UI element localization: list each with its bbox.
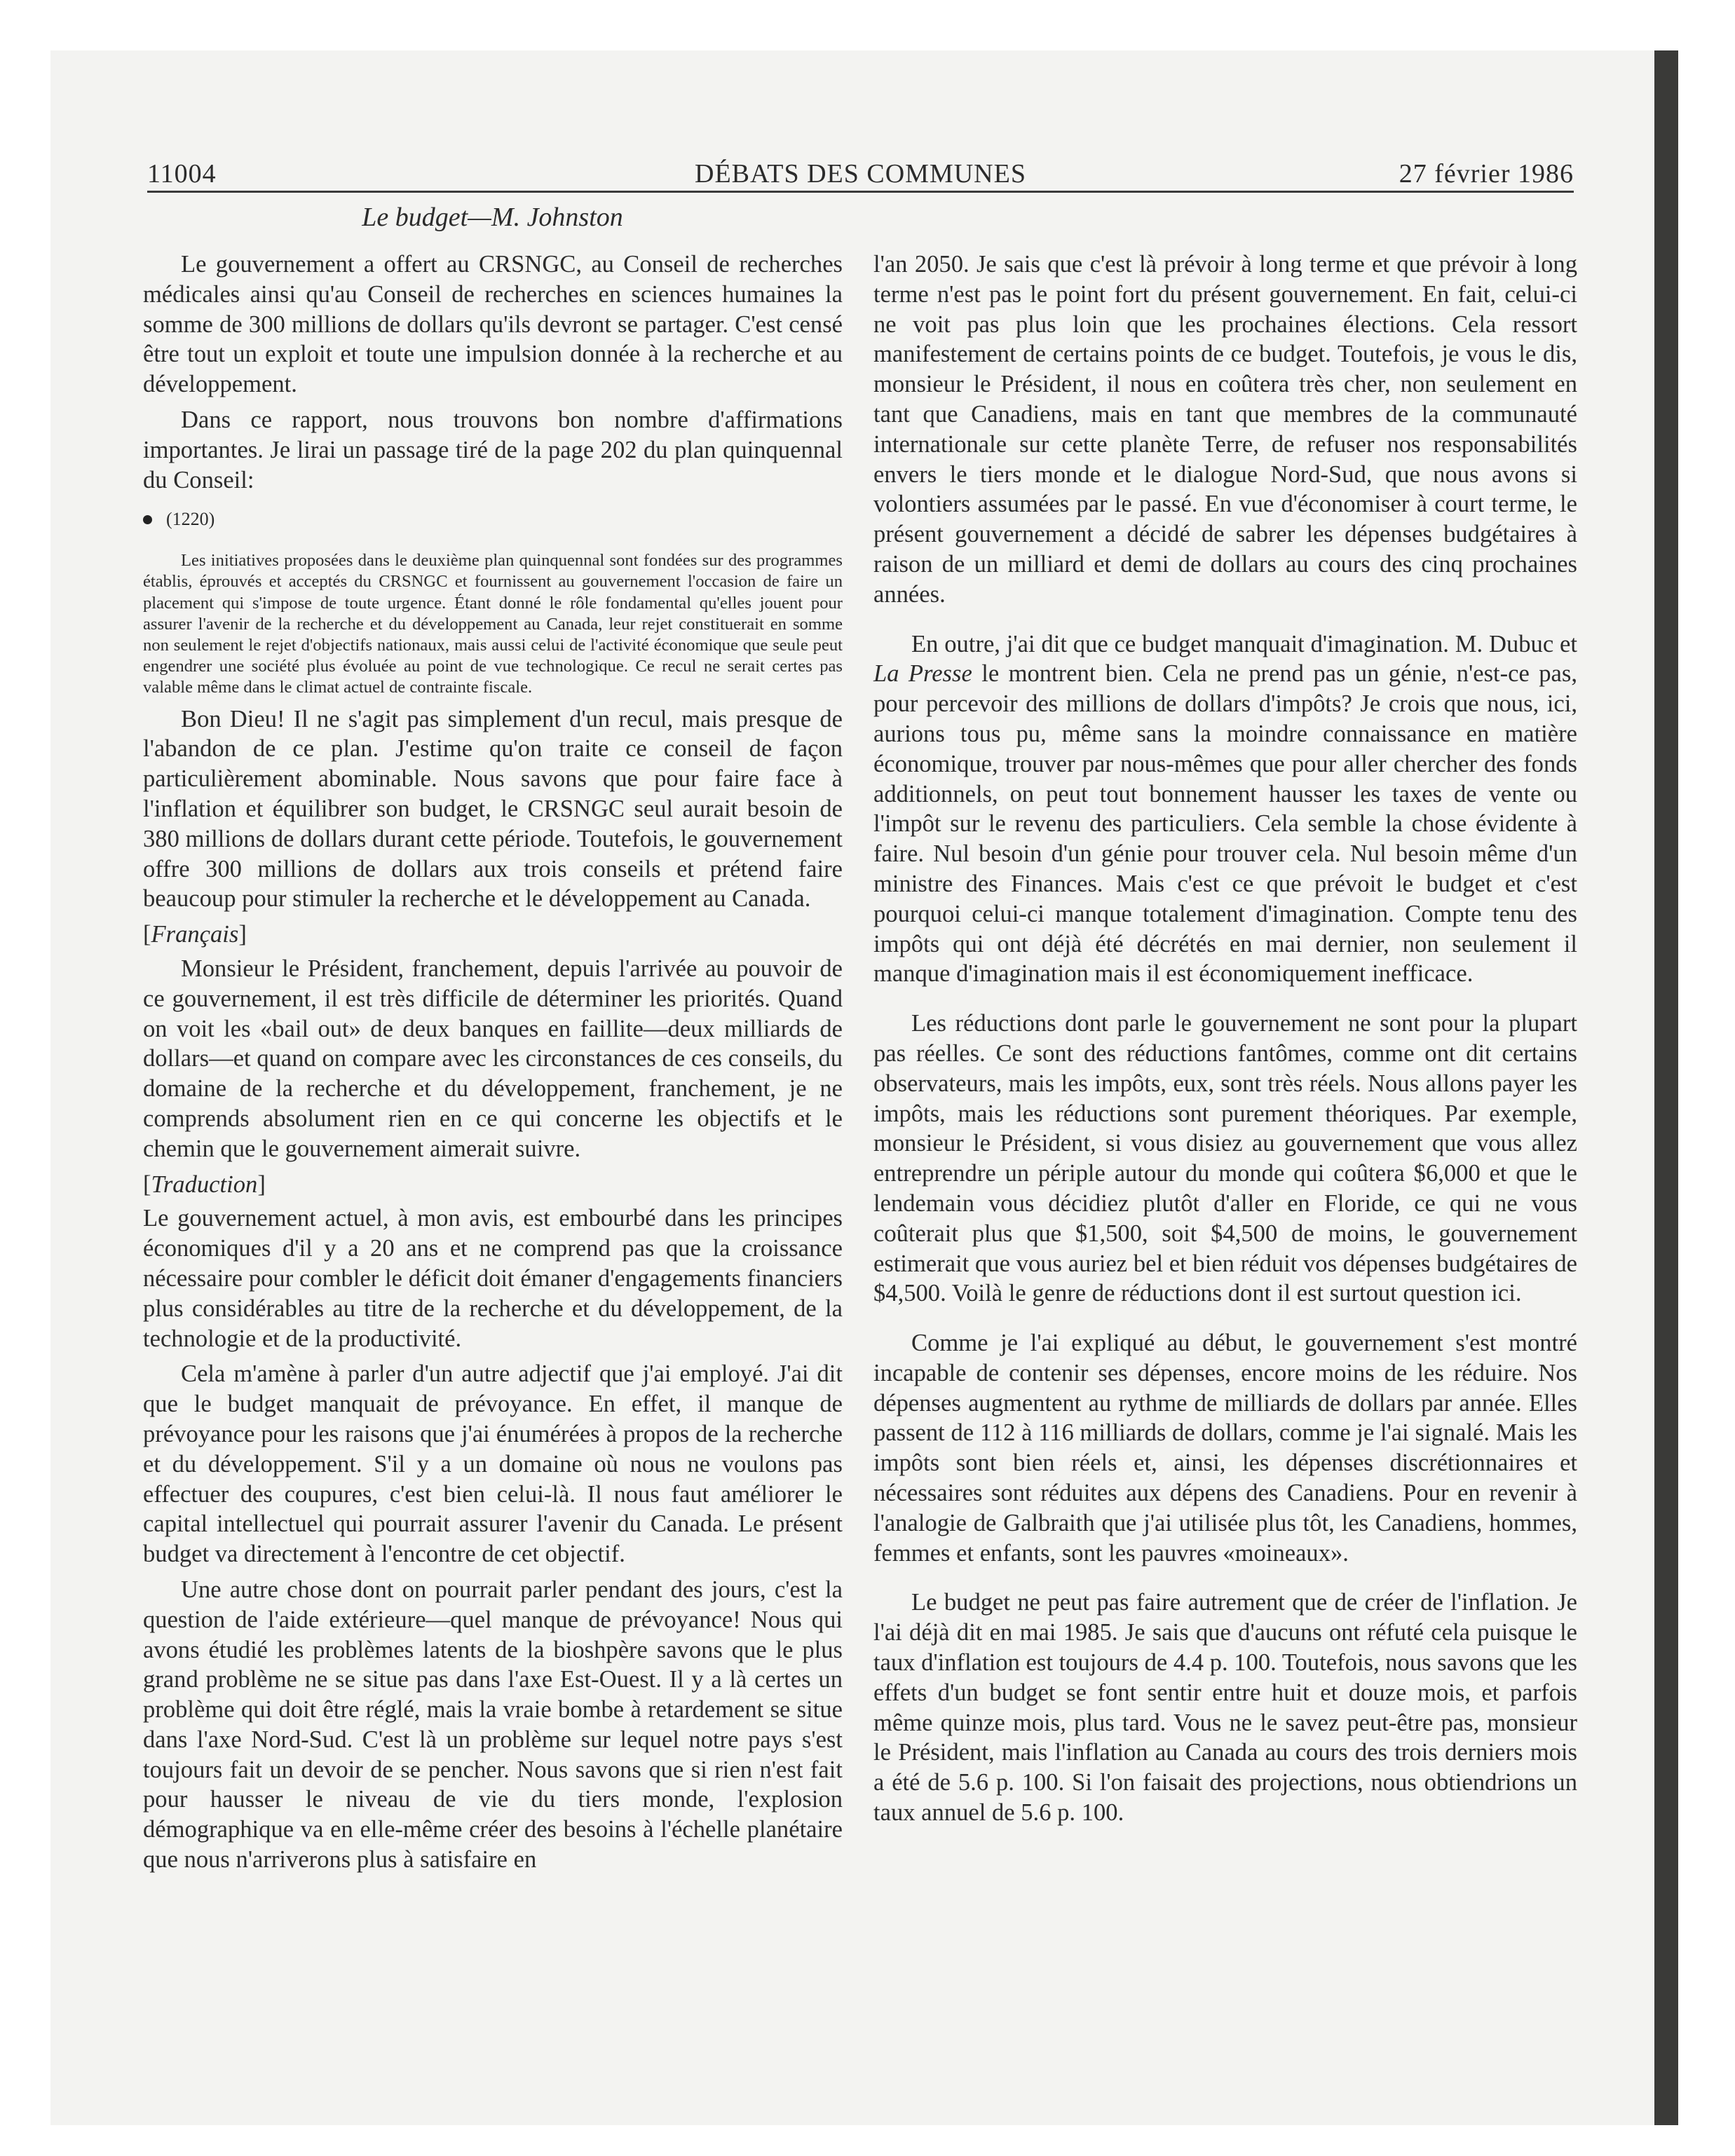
time-marker bbox=[143, 505, 843, 535]
right-column bbox=[873, 250, 1577, 1834]
bullet-icon bbox=[143, 515, 152, 524]
page-number: 11004 bbox=[147, 159, 217, 189]
paragraph: Comme je l'ai expliqué au début, le gouvernement s'est montré incapable de contenir ses dépenses, encore moins de les réduire. Nos dépenses augmentent au rythme de milliards de dollars par année. Elles passent de 112 à 116 milliards de dollars, comme je l'ai signalé. Mais les impôts sont bien réels et, ainsi, les dépenses discrétionnaires et nécessaires sont réduites aux dépens des Canadiens. Pour en revenir à l'analogie de Galbraith que j'ai utilisée plus tôt, les Canadiens, hommes, femmes et enfants, sont les pauvres «moineaux». bbox=[873, 1330, 1577, 1567]
left-column bbox=[143, 250, 843, 1881]
paragraph: Bon Dieu! Il ne s'agit pas simplement d'un recul, mais presque de l'abandon de ce plan. J'estime qu'on traite ce conseil de façon particulièrement abominable. Nous savons que pour faire face à l'inflation et équilibrer son budget, le CRSNGC seul aurait besoin de 380 millions de dollars durant cette période. Toutefois, le gouvernement offre 300 millions de dollars aux trois conseils et prétend faire beaucoup pour stimuler la recherche et le développement au Canada. bbox=[143, 705, 843, 913]
paragraph: Le gouvernement actuel, à mon avis, est embourbé dans les principes économiques d'il y a 20 ans et ne comprend pas que la croissance nécessaire pour combler le déficit doit émaner d'engagements financiers plus considérables au titre de la recherche et du développement, de la technologie et de la productivité. bbox=[143, 1205, 843, 1352]
language-label: [Traduction] bbox=[143, 1171, 266, 1198]
paragraph: Le gouvernement a offert au CRSNGC, au Conseil de recherches médicales ainsi qu'au Conseil de recherches en sciences humaines la somme de 300 millions de dollars qu'ils devront se partager. C'est censé être tout un exploit et toute une impulsion donnée à la recherche et au développement. bbox=[143, 251, 843, 398]
time-marker-text: (1220) bbox=[166, 509, 215, 530]
paragraph-text: le montrent bien. Cela ne prend pas un génie, n'est-ce pas, pour percevoir des millions de dollars d'impôts? Je crois que nous, ici, aurions tous pu, même sans la moindre connaissance en matière économique, trouver par nous-mêmes que pour aller chercher des fonds additionnels, on peut tout bonnement hausser les taxes de vente ou l'impôt sur le revenu des particuliers. Cela semble la chose évidente à faire. Nul besoin d'un génie pour trouver cela. Nul besoin même d'un ministre des Finances. Mais c'est ce que prévoit le budget et c'est pourquoi celui-ci manque totalement d'imagination. Compte tenu des impôts qui ont déjà été décrétés en mai dernier, non seulement il manque d'imagination mais il est économiquement inefficace. bbox=[873, 660, 1577, 988]
publication-title: DÉBATS DES COMMUNES bbox=[695, 159, 1026, 189]
language-label: [Français] bbox=[143, 921, 247, 948]
paragraph: l'an 2050. Je sais que c'est là prévoir à long terme et que prévoir à long terme n'est pas le point fort du présent gouvernement. En fait, celui-ci ne voit pas plus loin que les prochaines élections. Cela ressort manifestement de certains points de ce budget. Toutefois, je vous le dis, monsieur le Président, il nous en coûtera très cher, non seulement en tant que Canadiens, mais en tant que membres de la communauté internationale sur cette planète Terre, de refuser nos responsabilités envers le tiers monde et le dialogue Nord-Sud, que nous avons si volontiers assumées par le passé. En vue d'économiser à court terme, le présent gouvernement a décidé de sabrer les dépenses budgétaires à raison de un milliard et demi de dollars au cours des cinq prochaines années. bbox=[873, 251, 1577, 608]
paragraph: Dans ce rapport, nous trouvons bon nombre d'affirmations importantes. Je lirai un passage tiré de la page 202 du plan quinquennal du Conseil: bbox=[143, 406, 843, 493]
paragraph: Le budget ne peut pas faire autrement que de créer de l'inflation. Je l'ai déjà dit en mai 1985. Je sais que d'aucuns ont réfuté cela puisque le taux d'inflation est toujours de 4.4 p. 100. Toutefois, nous savons que les effets d'un budget se font sentir entre huit et douze mois, et parfois même quinze mois, plus tard. Vous ne le savez peut-être pas, monsieur le Président, mais l'inflation au Canada au cours des trois derniers mois a été de 5.6 p. 100. Si l'on faisait des projections, nous obtiendrions un taux annuel de 5.6 p. 100. bbox=[873, 1589, 1577, 1827]
running-head: Le budget—M. Johnston bbox=[362, 203, 623, 232]
paragraph: Les réductions dont parle le gouvernement ne sont pour la plupart pas réelles. Ce sont des réductions fantômes, comme ont dit certains observateurs, mais les impôts, eux, sont très réels. Nous allons payer les impôts, mais les réductions sont purement théoriques. Par exemple, monsieur le Président, si vous disiez au gouvernement que vous allez entreprendre un périple autour du monde qui coûtera $6,000 et que le lendemain vous décidiez plutôt d'aller en Floride, ce qui ne vous coûterait plus que $1,500, soit $4,500 de moins, le gouvernement estimerait que vous auriez bel et bien réduit vos dépenses budgétaires de $4,500. Voilà le genre de réductions dont il est surtout question ici. bbox=[873, 1010, 1577, 1307]
newspaper-title: La Presse bbox=[873, 660, 972, 688]
scan-edge-bar bbox=[1654, 50, 1678, 2125]
paragraph-text: En outre, j'ai dit que ce budget manquait d'imagination. M. Dubuc et bbox=[911, 630, 1577, 657]
page-date: 27 février 1986 bbox=[1399, 159, 1574, 189]
paragraph: Cela m'amène à parler d'un autre adjectif que j'ai employé. J'ai dit que le budget manquait de prévoyance. En effet, il manque de prévoyance pour les raisons que j'ai énumérées à propos de la recherche et du développement. S'il y a un domaine où nous ne voulons pas effectuer des coupures, c'est bien celui-là. Il nous faut améliorer le capital intellectuel qui pourrait assurer l'avenir du Canada. Le présent budget va directement à l'encontre de cet objectif. bbox=[143, 1360, 843, 1568]
paragraph: Monsieur le Président, franchement, depuis l'arrivée au pouvoir de ce gouvernement, il est très difficile de déterminer les priorités. Quand on voit les «bail out» de deux banques en faillite—deux milliards de dollars—et quand on compare avec les circonstances de ces conseils, du domaine de la recherche et du développement, franchement, je ne comprends absolument rien en ce qui concerne les objectifs et le chemin que le gouvernement aimerait suivre. bbox=[143, 955, 843, 1162]
language-label-text: Traduction bbox=[151, 1171, 258, 1198]
paragraph: Une autre chose dont on pourrait parler pendant des jours, c'est la question de l'aide extérieure—quel manque de prévoyance! Nous qui avons étudié les problèmes latents de la bioshpère savons que le plus grand problème ne se situe pas dans l'axe Est-Ouest. Il y a là certes un problème qui doit être réglé, mais la vraie bombe à retardement se situe dans l'axe Nord-Sud. C'est là un problème sur lequel notre pays s'est toujours fait un devoir de se pencher. Nous savons que si rien n'est fait pour hausser le niveau de vie du tiers monde, l'explosion démographique va en elle-même créer des besoins à l'échelle planétaire que nous n'arriverons plus à satisfaire en bbox=[143, 1576, 843, 1874]
language-label-text: Français bbox=[151, 921, 239, 948]
paragraph bbox=[873, 629, 1577, 990]
block-quote: Les initiatives proposées dans le deuxième plan quinquennal sont fondées sur des programmes établis, éprouvés et acceptés du CRSNGC et fournissent au gouvernement l'occasion de faire un placement qui s'impose de toute urgence. Étant donné le rôle fondamental qu'elles jouent pour assurer l'avenir de la recherche et du développement au Canada, leur rejet constituerait en somme non seulement le rejet d'objectifs nationaux, mais aussi celui de l'activité économique que seule peut engendrer une société plus évoluée au point de vue technologique. Ce recul ne serait certes pas valable même dans le climat actuel de contrainte fiscale. bbox=[143, 551, 843, 697]
page-header bbox=[147, 156, 1574, 193]
